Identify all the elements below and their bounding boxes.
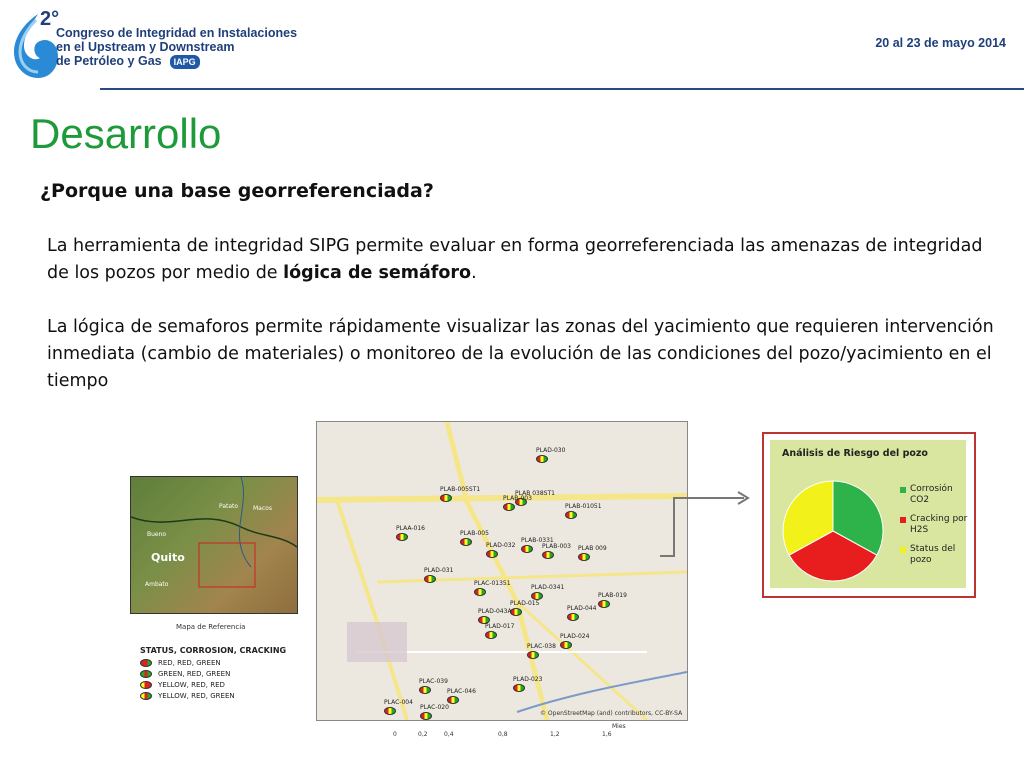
pie-legend-item: Corrosión CO2 bbox=[900, 484, 974, 506]
well-dot-icon bbox=[474, 588, 486, 596]
header-divider bbox=[100, 88, 1024, 90]
field-map-roads bbox=[317, 422, 687, 720]
pie-title: Análisis de Riesgo del pozo bbox=[782, 448, 928, 459]
well-label: PLAD-017 bbox=[485, 623, 515, 630]
field-map[interactable] bbox=[316, 421, 688, 721]
well-label: PLAD-032 bbox=[486, 542, 516, 549]
well-label: PLAB-003 bbox=[542, 543, 571, 550]
well-dot-icon bbox=[598, 600, 610, 608]
well-dot-icon bbox=[565, 511, 577, 519]
congress-edition-number: 2° bbox=[40, 8, 60, 30]
well-dot-icon bbox=[542, 551, 554, 559]
well-dot-icon bbox=[424, 575, 436, 583]
well-label: PLAB-005 bbox=[460, 530, 489, 537]
scale-label: 1,6 bbox=[602, 731, 612, 738]
scale-label: 0 bbox=[393, 731, 397, 738]
legend-swatch-icon bbox=[140, 670, 152, 678]
risk-pie-chart bbox=[778, 476, 888, 586]
well-label: PLAC-039 bbox=[419, 678, 448, 685]
well-label: PLAB-01051 bbox=[565, 503, 602, 510]
scale-label: 0,2 bbox=[418, 731, 428, 738]
risk-analysis-panel bbox=[762, 432, 976, 598]
place-label: Bueno bbox=[147, 531, 167, 538]
scale-label: 1,2 bbox=[550, 731, 560, 738]
well-marker[interactable] bbox=[486, 542, 515, 558]
well-dot-icon bbox=[396, 533, 408, 541]
slide-subtitle: ¿Porque una base georreferenciada? bbox=[40, 180, 434, 202]
legend-item: GREEN, RED, GREEN bbox=[140, 670, 230, 678]
pie-legend-item: Cracking por H2S bbox=[900, 514, 974, 536]
well-marker[interactable] bbox=[384, 699, 413, 715]
well-label: PLAC-01351 bbox=[474, 580, 511, 587]
well-marker[interactable] bbox=[424, 567, 453, 583]
well-label: PLAB-005ST1 bbox=[440, 486, 481, 493]
well-dot-icon bbox=[440, 494, 452, 502]
well-label: PLAD-030 bbox=[536, 447, 566, 454]
pie-legend-item: Status del pozo bbox=[900, 544, 974, 566]
well-label: PLAD-015 bbox=[510, 600, 540, 607]
well-label: PLAB-019 bbox=[598, 592, 627, 599]
well-label: PLAD-031 bbox=[424, 567, 454, 574]
pie-legend-swatch-icon bbox=[900, 517, 906, 523]
well-marker[interactable] bbox=[396, 525, 425, 541]
well-label: PLAA-016 bbox=[396, 525, 425, 532]
event-date: 20 al 23 de mayo 2014 bbox=[875, 36, 1006, 50]
well-label: PLAB 038ST1 bbox=[515, 490, 555, 497]
place-label: Quito bbox=[151, 551, 185, 564]
well-marker[interactable] bbox=[598, 592, 627, 608]
well-dot-icon bbox=[384, 707, 396, 715]
well-label: PLAC-020 bbox=[420, 704, 449, 711]
well-dot-icon bbox=[460, 538, 472, 546]
well-marker[interactable] bbox=[510, 600, 539, 616]
well-marker[interactable] bbox=[567, 605, 596, 621]
well-marker[interactable] bbox=[478, 608, 512, 624]
reference-map bbox=[130, 476, 298, 614]
well-marker[interactable] bbox=[485, 623, 514, 639]
well-dot-icon bbox=[578, 553, 590, 561]
well-dot-icon bbox=[485, 631, 497, 639]
well-dot-icon bbox=[420, 712, 432, 720]
legend-swatch-icon bbox=[140, 681, 152, 689]
place-label: Ambato bbox=[145, 581, 169, 588]
well-marker[interactable] bbox=[419, 678, 448, 694]
place-label: Macos bbox=[253, 505, 272, 512]
well-marker[interactable] bbox=[460, 530, 489, 546]
well-marker[interactable] bbox=[531, 584, 564, 600]
paragraph-2: La lógica de semaforos permite rápidamente visualizar las zonas del yacimiento que requieren intervención inmediata (cambio de materiales) o monitoreo de la evolución de las condiciones del pozo/yacimiento en el tiempo bbox=[47, 317, 994, 391]
well-marker[interactable] bbox=[440, 486, 480, 502]
well-marker[interactable] bbox=[560, 633, 589, 649]
scale-unit: Mies bbox=[612, 723, 626, 730]
well-label: PLAD-024 bbox=[560, 633, 590, 640]
well-marker[interactable] bbox=[513, 676, 542, 692]
well-dot-icon bbox=[536, 455, 548, 463]
well-dot-icon bbox=[560, 641, 572, 649]
connector-arrow-icon bbox=[658, 490, 754, 560]
well-marker[interactable] bbox=[420, 704, 449, 720]
legend-swatch-icon bbox=[140, 692, 152, 700]
pie-legend-swatch-icon bbox=[900, 547, 906, 553]
reference-map-caption: Mapa de Referencia bbox=[176, 623, 246, 631]
well-marker[interactable] bbox=[542, 543, 571, 559]
well-label: PLAB-0331 bbox=[521, 537, 554, 544]
well-label: PLAC-046 bbox=[447, 688, 476, 695]
legend-swatch-icon bbox=[140, 659, 152, 667]
well-dot-icon bbox=[531, 592, 543, 600]
slide-title: Desarrollo bbox=[30, 110, 222, 157]
well-dot-icon bbox=[527, 651, 539, 659]
place-label: Patato bbox=[219, 503, 239, 510]
well-label: PLAD-044 bbox=[567, 605, 597, 612]
map-credit: © OpenStreetMap (and) contributors, CC-BY-SA bbox=[540, 710, 683, 717]
legend-item: RED, RED, GREEN bbox=[140, 659, 221, 667]
well-dot-icon bbox=[447, 696, 459, 704]
well-dot-icon bbox=[567, 613, 579, 621]
well-dot-icon bbox=[503, 503, 515, 511]
well-marker[interactable] bbox=[474, 580, 511, 596]
congress-name: Congreso de Integridad en Instalaciones en el Upstream y Downstream de Petróleo y Gas IAPG bbox=[56, 26, 298, 68]
well-marker[interactable] bbox=[527, 643, 556, 659]
well-label: PLAB 009 bbox=[578, 545, 607, 552]
scale-label: 0,4 bbox=[444, 731, 454, 738]
well-label: PLAB-003 bbox=[503, 495, 532, 502]
legend-item: YELLOW, RED, RED bbox=[140, 681, 225, 689]
well-dot-icon bbox=[521, 545, 533, 553]
well-label: PLAD-043A bbox=[478, 608, 512, 615]
paragraph-1: La herramienta de integridad SIPG permite evaluar en forma georreferenciada las amenazas de integridad de los pozos por medio de lógica de semáforo. bbox=[47, 236, 983, 283]
well-marker[interactable] bbox=[565, 503, 602, 519]
reference-map-terrain bbox=[131, 477, 297, 613]
well-dot-icon bbox=[419, 686, 431, 694]
legend-title: STATUS, CORROSION, CRACKING bbox=[140, 646, 287, 655]
pie-legend-swatch-icon bbox=[900, 487, 906, 493]
header-banner bbox=[0, 0, 1024, 92]
well-marker[interactable] bbox=[578, 545, 607, 561]
well-label: PLAD-0341 bbox=[531, 584, 565, 591]
legend-item: YELLOW, RED, GREEN bbox=[140, 692, 235, 700]
well-marker[interactable] bbox=[447, 688, 476, 704]
well-marker[interactable] bbox=[503, 495, 532, 511]
well-label: PLAC-004 bbox=[384, 699, 413, 706]
scale-label: 0,8 bbox=[498, 731, 508, 738]
well-dot-icon bbox=[513, 684, 525, 692]
well-label: PLAC-038 bbox=[527, 643, 556, 650]
well-label: PLAD-023 bbox=[513, 676, 543, 683]
iapg-badge: IAPG bbox=[170, 55, 200, 69]
well-marker[interactable] bbox=[536, 447, 565, 463]
well-dot-icon bbox=[486, 550, 498, 558]
